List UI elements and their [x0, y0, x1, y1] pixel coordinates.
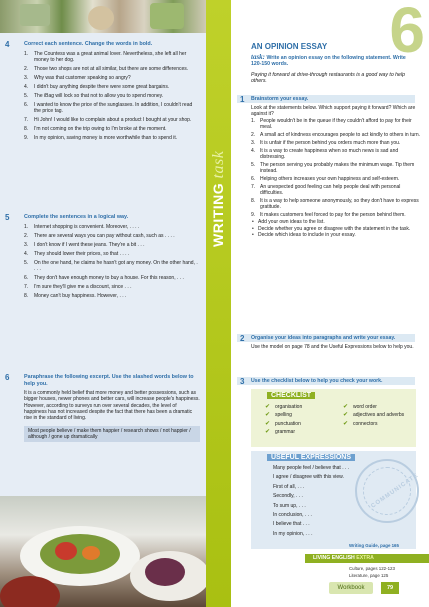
checklist-item: ✔ adjectives and adverbs	[343, 411, 404, 419]
step-text: Look at the statements below. Which support paying it forward? Which are against it?	[251, 104, 416, 117]
item-text: Internet shopping is convenient. Moreover, . . . .	[34, 223, 140, 230]
checklist-item: ✔ punctuation	[265, 420, 302, 428]
list-item	[251, 212, 421, 218]
exercise-number: 4	[5, 40, 10, 49]
item-text: The person serving you probably makes the minimum wage. Tip them instead.	[260, 161, 415, 174]
expression-line: To sum up, . . .	[273, 502, 306, 509]
item-text: An unexpected good feeling can help people deal with personal difficulties.	[260, 183, 401, 196]
list-item	[24, 84, 200, 90]
list-item	[24, 51, 200, 64]
item-number: 3.	[24, 241, 29, 248]
step-1	[240, 95, 421, 238]
expression-line: In my opinion, . . .	[273, 530, 313, 537]
food-photo	[0, 496, 206, 607]
item-number: 2.	[24, 232, 29, 239]
essay-statement: Paying it forward at drive-through restaurants is a good way to help others.	[251, 72, 405, 85]
item-number: 8.	[24, 126, 29, 133]
step-text: Use the model on page 78 and the Useful Expressions below to help you.	[251, 343, 414, 350]
expression-line: I agree / disagree with this view.	[273, 474, 344, 481]
step-number: 3	[240, 377, 245, 386]
item-number: 4.	[24, 250, 29, 257]
item-text: I don't know if I went these jeans. They're a bit . . .	[34, 241, 145, 248]
item-number: 9.	[251, 211, 256, 218]
checklist-item: ✔ word order	[343, 403, 404, 411]
excerpt-paragraph: It is a commonly held belief that more money and better possessions, such as bigger houses, newer phones and better cars, will increase people's happiness. However, according to surveys run over several decades, the level of happiness has not increased despite the fact that there has been a dramatic rise in the standard of living.	[24, 390, 200, 422]
list-item	[24, 251, 200, 257]
step-2	[240, 334, 421, 350]
task-label: task:	[251, 53, 265, 61]
list-item	[251, 198, 421, 210]
literature-ref: Literature, page 125	[349, 573, 389, 578]
exercise-4-list	[24, 51, 200, 142]
list-item	[24, 93, 200, 99]
spine-word: WRITING	[210, 182, 226, 247]
item-number: 7.	[24, 117, 29, 124]
list-item	[251, 132, 421, 138]
list-item	[24, 135, 200, 141]
brainstorm-bullets	[251, 219, 421, 238]
useful-expressions-title: USEFUL EXPRESSIONS	[267, 454, 355, 461]
item-number: 3.	[251, 139, 256, 146]
list-item	[24, 102, 200, 115]
checklist-item: ✔ connectors	[343, 420, 404, 428]
item-text: On the one hand, he claims he hasn't got any money. On the other hand, . . . .	[34, 259, 198, 273]
item-number: 8.	[24, 293, 29, 300]
right-column	[231, 0, 429, 607]
exercise-6	[5, 373, 200, 442]
expression-line: First of all, . . .	[273, 483, 305, 490]
item-number: 8.	[251, 197, 256, 204]
list-item	[24, 293, 200, 299]
item-text: It is unfair if the person behind you orders much more than you.	[260, 139, 401, 146]
item-text: It makes customers feel forced to pay for the person behind them.	[260, 211, 406, 218]
checklist-item: ✔ organisation	[265, 403, 302, 411]
item-text: Money can't buy happiness. However, . . .	[34, 293, 127, 300]
statements-list	[251, 118, 421, 218]
workbook-label: Workbook	[329, 582, 373, 594]
item-number: 1.	[24, 50, 29, 57]
item-text: I wanted to know the price of the sunglasses. In addition, I couldn't read the price tag.	[34, 102, 193, 115]
exercise-4	[5, 40, 200, 145]
exercise-number: 6	[5, 373, 10, 382]
checklist-column-2	[343, 403, 404, 428]
item-text: It is a way to help someone anonymously, so they don't have to express gratitude.	[260, 197, 419, 210]
item-text: People wouldn't be in the queue if they couldn't afford to pay for their meal.	[260, 118, 412, 131]
list-item	[24, 126, 200, 132]
list-item	[251, 184, 421, 196]
list-item	[251, 162, 421, 174]
left-column	[0, 33, 206, 496]
step-heading: Brainstorm your essay.	[251, 96, 309, 102]
item-text: Helping others increases your own happiness and self-esteem.	[260, 175, 400, 182]
item-text: The iBag will lock so that not to allow you to spend money.	[34, 93, 164, 100]
checklist-box	[251, 389, 416, 447]
list-item	[251, 140, 421, 146]
item-text: A small act of kindness encourages people to act kindly to others in turn.	[260, 132, 421, 139]
bullet-item: • Add your own ideas to the list.	[251, 219, 421, 225]
item-text: They don't have enough money to buy a house. For this reason, . . .	[34, 275, 184, 282]
exercise-5	[5, 213, 200, 302]
item-text: I'm not coming on the trip owing to I'm broke at the moment.	[34, 126, 167, 133]
item-text: There are several ways you can pay without cash, such as . . . .	[34, 232, 175, 239]
list-item	[24, 284, 200, 290]
item-number: 6.	[24, 102, 29, 109]
step-heading: Use the checklist below to help you check your work.	[251, 378, 383, 384]
item-text: I didn't buy anything despite there were some great bargains.	[34, 83, 170, 90]
list-item	[251, 176, 421, 182]
list-item	[24, 224, 200, 230]
page-title: AN OPINION ESSAY	[251, 42, 328, 51]
checklist-item: ✔ grammar	[265, 428, 302, 436]
item-text: I'm sure they'll give me a discount, since . . .	[34, 284, 132, 291]
item-number: 6.	[251, 175, 256, 182]
item-number: 5.	[24, 93, 29, 100]
expressions-list	[273, 464, 349, 539]
exercise-number: 5	[5, 213, 10, 222]
item-text: They should lower their prices, so that . . . .	[34, 250, 130, 257]
expression-line: Secondly, . . .	[273, 493, 303, 500]
list-item	[24, 275, 200, 281]
item-number: 6.	[24, 275, 29, 282]
useful-expressions-box	[251, 451, 420, 549]
item-number: 2.	[251, 132, 256, 139]
item-number: 7.	[251, 183, 256, 190]
expression-line: Many people feel / believe that . . .	[273, 465, 350, 471]
top-photo-strip	[0, 0, 206, 33]
item-text: Why was that customer speaking so angry?	[34, 74, 131, 81]
bullet-item: • Decide whether you agree or disagree with the statement in the task.	[251, 226, 421, 232]
writing-guide-ref: Writing Guide, page 165	[349, 543, 399, 548]
bullet-item: • Decide which ideas to include in your essay.	[251, 232, 421, 238]
page-number: 79	[381, 582, 399, 594]
step-number: 1	[240, 95, 245, 104]
item-number: 4.	[251, 147, 256, 154]
checklist-item: ✔ spelling	[265, 411, 302, 419]
exercise-instruction: Complete the sentences in a logical way.	[24, 214, 129, 220]
slashed-words-box: Most people believe / make them happier / research shows / not happier / although / gone up dramatically	[24, 426, 200, 443]
item-number: 5.	[24, 259, 29, 266]
item-number: 1.	[251, 118, 256, 125]
exercise-instruction: Paraphrase the following excerpt. Use the slashed words below to help you.	[24, 374, 194, 387]
living-english-banner: LIVING ENGLISH EXTRA	[305, 554, 429, 563]
step-number: 2	[240, 334, 245, 343]
item-number: 7.	[24, 284, 29, 291]
exercise-instruction: Correct each sentence. Change the words in bold.	[24, 41, 153, 47]
item-text: The Countess was a great animal lover. Nevertheless, she left all her money to her dog.	[34, 50, 187, 63]
list-item	[251, 148, 421, 160]
task-statement	[251, 54, 411, 68]
list-item	[24, 260, 200, 273]
item-text: Those two shops are not at all similar, but there are some differences.	[34, 65, 189, 72]
exercise-5-list	[24, 224, 200, 300]
item-text: Hi John! I would like to complain about a product I bought at your shop.	[34, 117, 192, 124]
item-number: 2.	[24, 65, 29, 72]
expression-line: In conclusion, . . .	[273, 512, 312, 519]
culture-ref: Culture, pages 122-123	[349, 566, 395, 571]
list-item	[24, 66, 200, 72]
expression-line: I believe that . . .	[273, 521, 310, 528]
task-text: Write an opinion essay on the following statement. Write 120-150 words.	[251, 55, 406, 68]
spine-word-italic: task	[210, 150, 227, 179]
step-heading: Organise your ideas into paragraphs and write your essay.	[251, 335, 396, 341]
item-text: It is a way to create happiness when so much news is sad and distressing.	[260, 147, 399, 160]
list-item	[24, 242, 200, 248]
item-number: 4.	[24, 83, 29, 90]
communicate-stamp-icon: COMMUNICATE	[355, 459, 419, 523]
spine-label	[206, 150, 231, 250]
checklist-column-1	[265, 403, 302, 437]
list-item	[24, 117, 200, 123]
item-number: 9.	[24, 135, 29, 142]
item-text: In my opinion, saving money is more worthwhile than to spend it.	[34, 135, 178, 142]
section-spine	[206, 0, 231, 607]
step-3	[240, 377, 421, 386]
list-item	[251, 118, 421, 130]
item-number: 3.	[24, 74, 29, 81]
list-item	[24, 233, 200, 239]
list-item	[24, 75, 200, 81]
unit-number: 6	[389, 0, 425, 66]
item-number: 5.	[251, 161, 256, 168]
checklist-title: CHECKLIST	[267, 392, 315, 399]
item-number: 1.	[24, 223, 29, 230]
